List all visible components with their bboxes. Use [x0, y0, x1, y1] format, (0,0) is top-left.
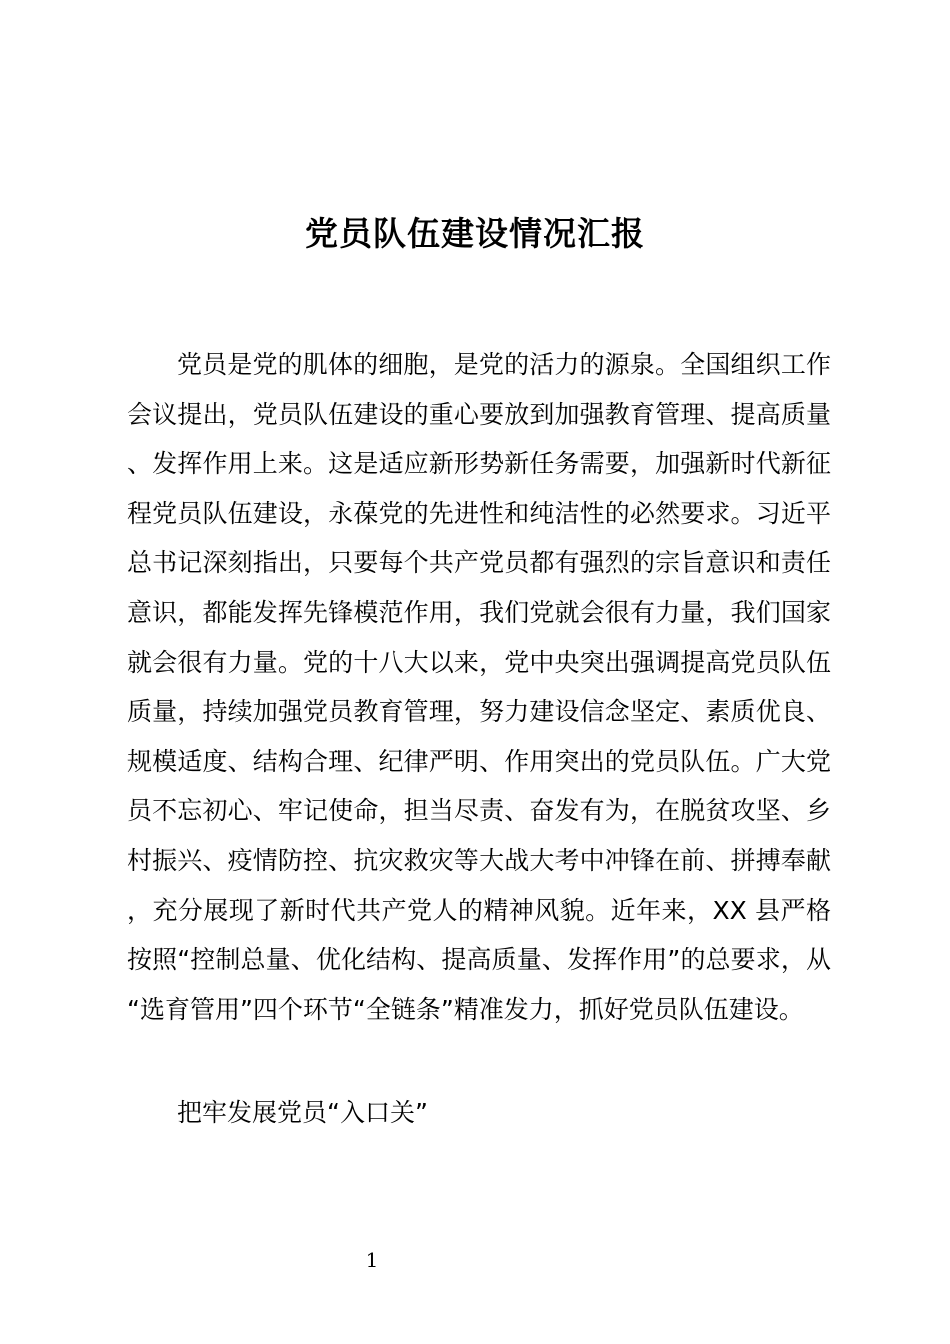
- section-heading: 把牢发展党员“入口关”: [177, 1098, 428, 1127]
- document-title: 党员队伍建设情况汇报: [305, 214, 645, 253]
- body-paragraph: 党员是党的肌体的细胞，是党的活力的源泉。全国组织工作会议提出，党员队伍建设的重心要放到加强教育管理、提高质量、发挥作用上来。这是适应新形势新任务需要，加强新时代新征程党员队伍建设，永葆党的先进性和纯洁性的必然要求。习近平总书记深刻指出，只要每个共产党员都有强烈的宗旨意识和责任意识，都能发挥先锋模范作用，我们党就会很有力量，我们国家就会很有力量。党的十八大以来，党中央突出强调提高党员队伍质量，持续加强党员教育管理，努力建设信念坚定、素质优良、规模适度、结构合理、纪律严明、作用突出的党员队伍。广大党员不忘初心、牢记使命，担当尽责、奋发有为，在脱贫攻坚、乡村振兴、疫情防控、抗灾救灾等大战大考中冲锋在前、拼搏奉献，充分展现了新时代共产党人的精神风貌。近年来，XX 县严格按照“控制总量、优化结构、提高质量、发挥作用”的总要求，从“选育管用”四个环节“全链条”精准发力，抓好党员队伍建设。: [127, 350, 831, 1024]
- page-number: 1: [365, 1248, 379, 1272]
